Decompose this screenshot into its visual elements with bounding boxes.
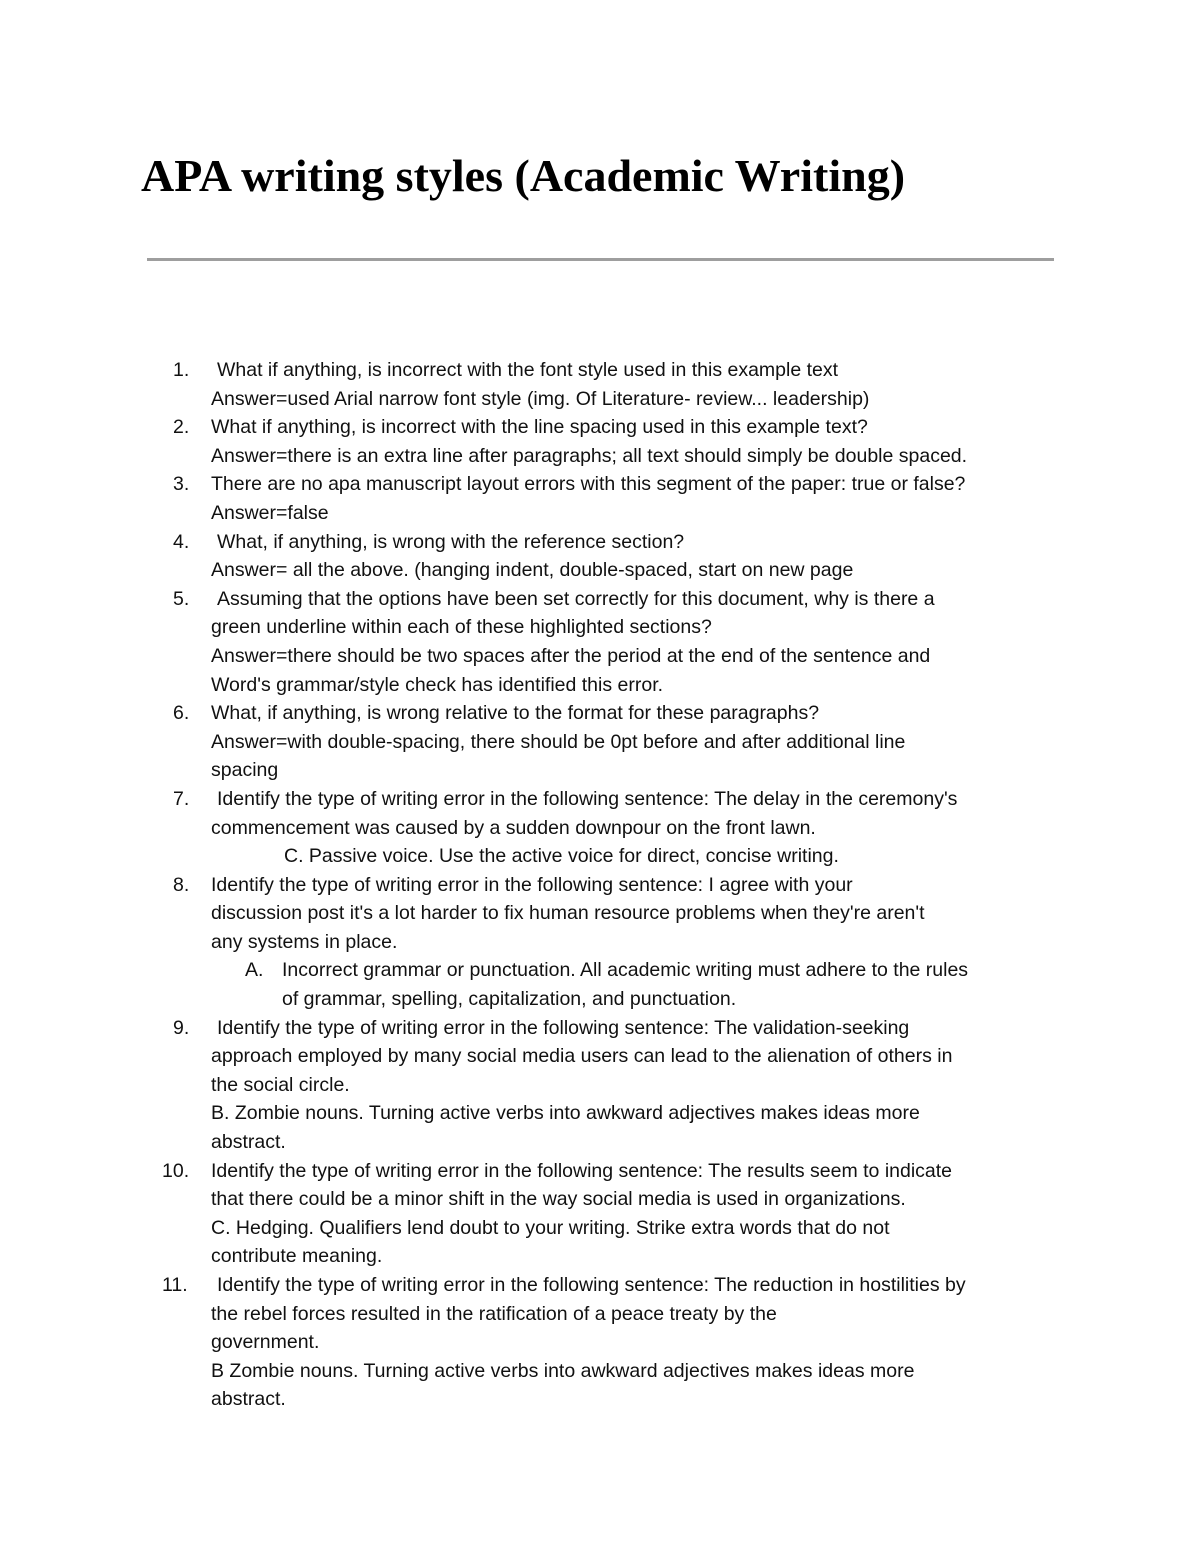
question-text: Identify the type of writing error in the following sentence: The validation-seeking (217, 1016, 910, 1039)
question-text: Identify the type of writing error in the following sentence: The delay in the ceremony's (217, 787, 958, 810)
item-number: 6. (173, 702, 190, 725)
question-text: commencement was caused by a sudden downpour on the front lawn. (211, 816, 816, 839)
list-item (0, 470, 1056, 527)
question-text: any systems in place. (211, 930, 398, 953)
question-text: What, if anything, is wrong relative to the format for these paragraphs? (211, 702, 820, 725)
item-number: 4. (173, 530, 190, 553)
list-item (0, 871, 1056, 1014)
answer-text: C. Hedging. Qualifiers lend doubt to your writing. Strike extra words that do not (211, 1216, 890, 1239)
list-item (0, 413, 1056, 470)
answer-text: C. Passive voice. Use the active voice for direct, concise writing. (284, 845, 839, 868)
question-text: Identify the type of writing error in the following sentence: The results seem to indicate (211, 1159, 953, 1182)
answer-text: contribute meaning. (211, 1245, 383, 1268)
question-text: Identify the type of writing error in the following sentence: I agree with your (211, 873, 853, 896)
answer-text: Answer= all the above. (hanging indent, double-spaced, start on new page (211, 559, 854, 582)
sub-answer (211, 956, 1056, 1013)
question-list (0, 356, 1200, 1414)
question-text: that there could be a minor shift in the way social media is used in organizations. (211, 1188, 906, 1211)
item-number: 10. (162, 1159, 190, 1182)
list-item (0, 699, 1056, 785)
answer-text: Answer=used Arial narrow font style (img. Of Literature- review... leadership) (211, 387, 870, 410)
question-text: discussion post it's a lot harder to fix human resource problems when they're aren't (211, 902, 925, 925)
answer-text: spacing (211, 759, 279, 782)
answer-text: Answer=there should be two spaces after the period at the end of the sentence and (211, 644, 931, 667)
question-text: Identify the type of writing error in the following sentence: The reduction in hostilities by (217, 1274, 966, 1296)
answer-text: B Zombie nouns. Turning active verbs into awkward adjectives makes ideas more (211, 1359, 915, 1382)
item-number: 9. (173, 1016, 190, 1039)
answer-text: Answer=with double-spacing, there should be 0pt before and after additional line (211, 730, 906, 753)
item-number: 11. (162, 1274, 188, 1296)
question-text: the rebel forces resulted in the ratification of a peace treaty by the (211, 1302, 777, 1325)
answer-text: Incorrect grammar or punctuation. All academic writing must adhere to the rules (282, 959, 969, 982)
question-text: What, if anything, is wrong with the reference section? (217, 530, 685, 553)
sub-answer-letter: A. (245, 959, 264, 982)
item-number: 3. (173, 473, 190, 496)
list-item (0, 1157, 1056, 1271)
question-text: What if anything, is incorrect with the font style used in this example text (217, 359, 839, 381)
answer-text: Word's grammar/style check has identified this error. (211, 673, 664, 696)
list-item (0, 528, 1056, 585)
answer-text: abstract. (211, 1388, 286, 1411)
list-item (0, 785, 1056, 871)
list-item (0, 356, 1056, 413)
list-item (0, 1014, 1056, 1157)
answer-text: Answer=false (211, 501, 329, 524)
item-number: 5. (173, 587, 190, 610)
answer-text: abstract. (211, 1131, 286, 1154)
answer-text: Answer=there is an extra line after paragraphs; all text should simply be double spaced. (211, 444, 968, 467)
item-number: 7. (173, 787, 190, 810)
item-number: 2. (173, 416, 190, 439)
item-number: 1. (173, 359, 190, 381)
document-title: APA writing styles (Academic Writing) (141, 150, 906, 201)
question-text: There are no apa manuscript layout errors with this segment of the paper: true or false? (211, 473, 966, 496)
question-text: Assuming that the options have been set correctly for this document, why is there a (217, 587, 935, 610)
answer-text: B. Zombie nouns. Turning active verbs into awkward adjectives makes ideas more (211, 1102, 920, 1125)
question-text: green underline within each of these highlighted sections? (211, 616, 712, 639)
question-text: approach employed by many social media users can lead to the alienation of others in (211, 1045, 953, 1068)
list-item (0, 1271, 1056, 1414)
question-text: the social circle. (211, 1073, 350, 1096)
title-divider (147, 258, 1054, 261)
list-item (0, 585, 1056, 699)
answer-text: of grammar, spelling, capitalization, and punctuation. (282, 988, 737, 1011)
question-text: government. (211, 1331, 320, 1354)
question-text: What if anything, is incorrect with the line spacing used in this example text? (211, 416, 868, 439)
item-number: 8. (173, 873, 190, 896)
